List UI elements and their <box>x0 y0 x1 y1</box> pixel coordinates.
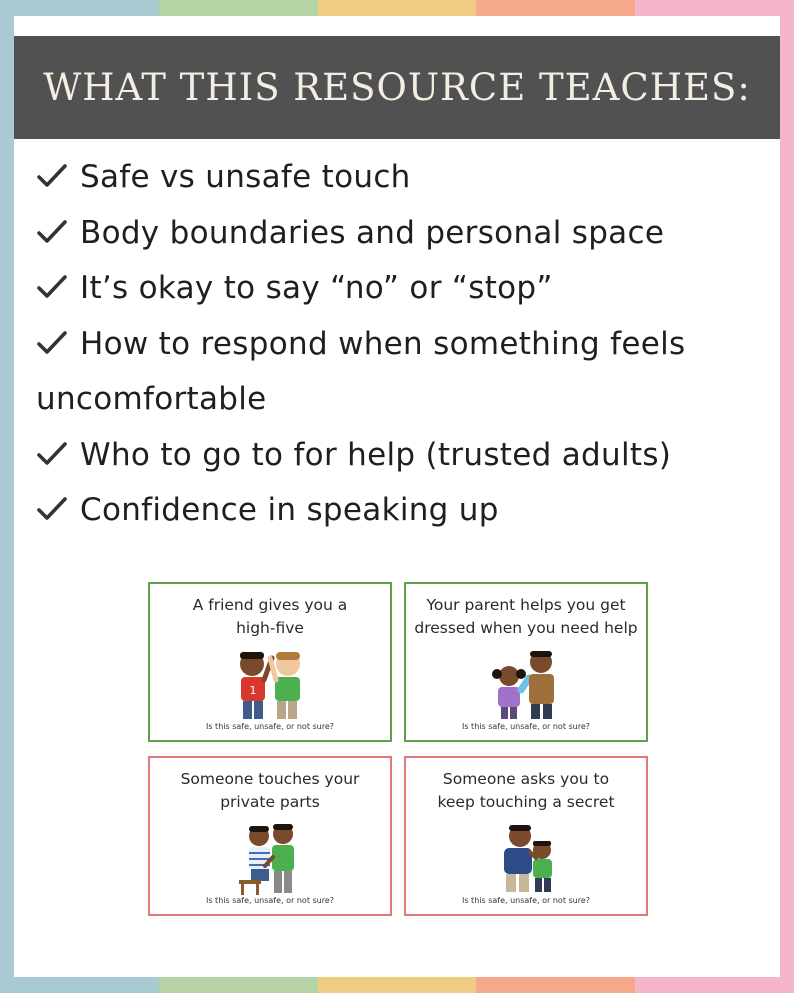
bottom-color-stripe <box>0 977 794 993</box>
card-title-line: Someone asks you to <box>442 770 610 788</box>
card-title-line: dressed when you need help <box>414 619 638 637</box>
checkmark-icon <box>36 274 68 300</box>
checkmark-icon <box>36 441 68 467</box>
scenario-card-high-five <box>148 582 392 742</box>
checkmark-icon <box>36 219 68 245</box>
unsafe-touch-illustration <box>225 822 315 896</box>
list-item-text: How to respond when something feels <box>80 325 686 362</box>
list-item-text: Body boundaries and personal space <box>80 214 665 251</box>
parent-helping-child-illustration <box>481 648 571 720</box>
scenario-card-parent-dressing <box>404 582 648 742</box>
card-title <box>158 594 382 640</box>
list-item-continuation <box>36 372 766 428</box>
card-question: Is this safe, unsafe, or not sure? <box>461 896 591 905</box>
page-title: WHAT THIS RESOURCE TEACHES: <box>43 66 751 109</box>
card-title <box>414 768 638 814</box>
card-question: Is this safe, unsafe, or not sure? <box>205 896 335 905</box>
card-title-line: high-five <box>236 619 304 637</box>
header-banner <box>14 36 780 139</box>
scenario-card-secret <box>404 756 648 916</box>
kids-high-five-illustration <box>220 648 320 720</box>
list-item-text: Safe vs unsafe touch <box>80 159 411 195</box>
svg-text:1: 1 <box>249 684 257 697</box>
list-item-text: Who to go to for help (trusted adults) <box>80 436 672 473</box>
card-title-line: private parts <box>220 793 320 811</box>
card-title-line: A friend gives you a <box>192 596 348 614</box>
card-title <box>158 768 382 814</box>
list-item-text: Confidence in speaking up <box>80 492 499 528</box>
list-item <box>36 150 766 206</box>
list-item <box>36 261 766 317</box>
top-color-stripe <box>0 0 794 16</box>
card-question: Is this safe, unsafe, or not sure? <box>205 722 335 731</box>
checkmark-icon <box>36 496 68 522</box>
card-title-line: Your parent helps you get <box>426 596 626 614</box>
right-border <box>780 0 794 993</box>
left-border <box>0 0 14 993</box>
card-title-line: keep touching a secret <box>437 793 615 811</box>
list-item <box>36 317 766 373</box>
card-title <box>414 594 638 640</box>
secret-whisper-illustration <box>486 822 566 894</box>
card-question: Is this safe, unsafe, or not sure? <box>461 722 591 731</box>
checkmark-icon <box>36 330 68 356</box>
checkmark-icon <box>36 163 68 189</box>
list-item <box>36 428 766 484</box>
list-item <box>36 206 766 262</box>
list-item <box>36 483 766 539</box>
card-title-line: Someone touches your <box>180 770 360 788</box>
list-item-text: uncomfortable <box>36 381 267 417</box>
list-item-text: It’s okay to say “no” or “stop” <box>80 270 553 306</box>
scenario-card-private-parts <box>148 756 392 916</box>
teaches-list <box>36 150 766 539</box>
